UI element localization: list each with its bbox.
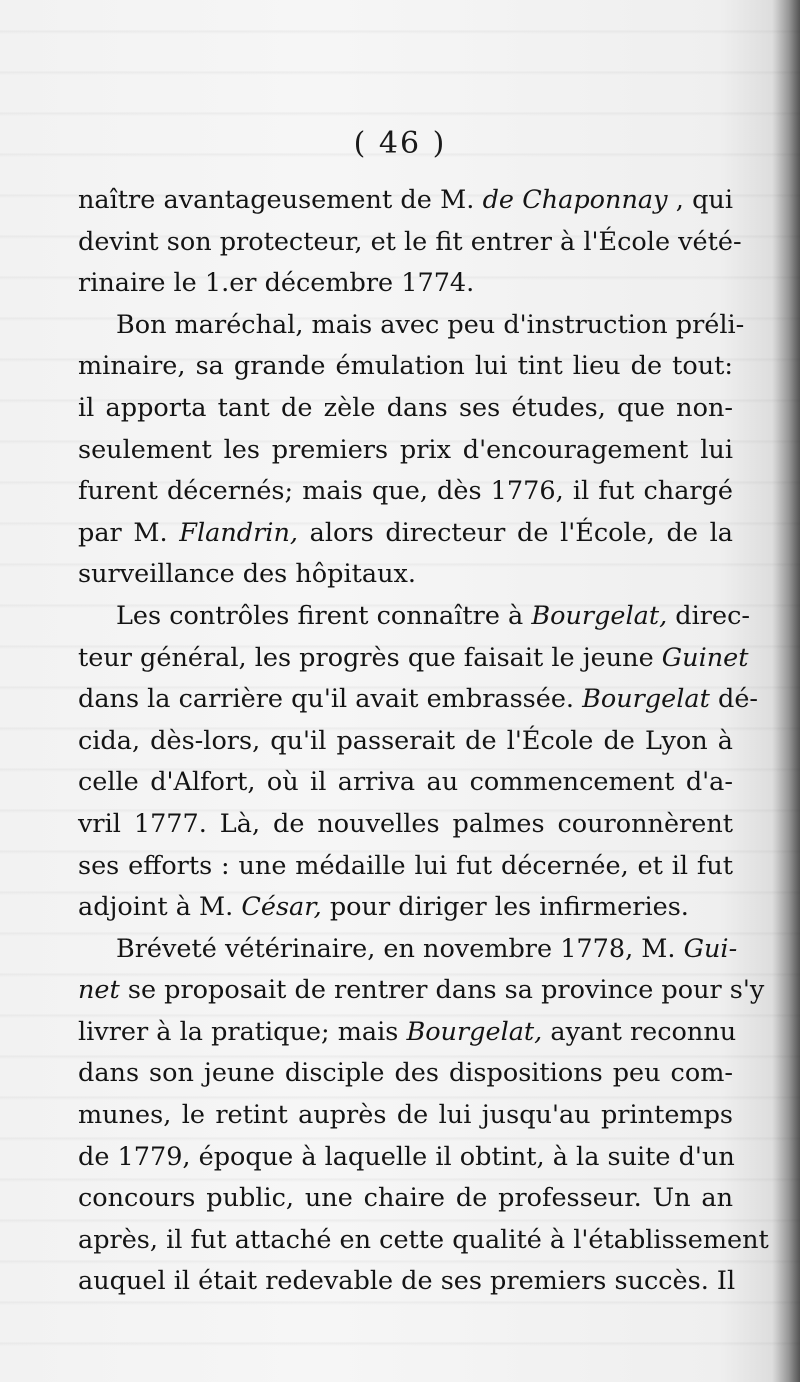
text-segment: ses efforts : une médaille lui fut décernée, et il fut (78, 850, 733, 881)
text-segment: Bon maréchal, mais avec peu d'instruction préli- (116, 309, 745, 340)
italic-name: de Chaponnay (482, 185, 668, 215)
italic-name: net (78, 975, 120, 1006)
text-line (78, 804, 733, 846)
text-line (78, 887, 733, 929)
text-segment: livrer à la pratique; mais (78, 1016, 407, 1047)
page-number: ( 46 ) (353, 126, 447, 161)
text-segment: rinaire le 1.er décembre 1774. (78, 268, 475, 299)
text-segment: par M. (78, 517, 180, 548)
body-text (78, 180, 769, 1303)
text-segment: devint son protecteur, et le fit entrer à l'École vété- (78, 226, 742, 257)
binding-shadow (772, 0, 800, 1382)
text-line (78, 929, 738, 971)
text-segment: surveillance des hôpitaux. (78, 559, 416, 590)
text-line (78, 596, 750, 638)
text-segment: Les contrôles firent connaître à (116, 600, 532, 631)
text-segment: vril 1777. Là, de nouvelles palmes couronnèrent (78, 808, 733, 839)
text-segment: il apporta tant de zèle dans ses études, que non- (78, 392, 733, 423)
text-line (78, 388, 733, 430)
italic-name: Bourgelat, (531, 600, 668, 631)
text-segment: furent décernés; mais que, dès 1776, il fut chargé (78, 476, 733, 507)
text-line (78, 846, 733, 888)
text-line (78, 1220, 769, 1262)
text-line (78, 721, 733, 763)
text-segment: naître avantageusement de M. (78, 185, 483, 215)
text-line (78, 430, 733, 472)
text-line (78, 346, 733, 388)
text-segment: , qui (667, 185, 733, 215)
text-segment: seulement les premiers prix d'encouragement lui (78, 434, 733, 465)
italic-name: César, (241, 892, 322, 923)
text-segment: adjoint à M. (78, 892, 242, 923)
text-line (78, 1053, 733, 1095)
text-segment: dans son jeune disciple des dispositions peu com- (78, 1058, 733, 1089)
text-line (78, 263, 733, 305)
text-segment: munes, le retint auprès de lui jusqu'au printemps (78, 1100, 733, 1131)
text-line (78, 513, 733, 555)
italic-name: Bourgelat (582, 684, 710, 715)
text-line (78, 305, 745, 347)
text-segment: ayant reconnu (542, 1016, 737, 1047)
text-segment: dé- (709, 684, 759, 715)
text-segment: se proposait de rentrer dans sa province pour s'y (119, 975, 765, 1006)
text-segment: pour diriger les infirmeries. (321, 892, 689, 923)
italic-name: Guinet (661, 642, 749, 673)
text-segment: teur général, les progrès que faisait le jeune (78, 642, 662, 673)
text-line (78, 1137, 733, 1179)
text-line (78, 1012, 737, 1054)
text-line (78, 762, 733, 804)
text-segment: dans la carrière qu'il avait embrassée. (78, 684, 583, 715)
text-line (78, 471, 733, 513)
text-line (78, 180, 733, 222)
text-segment: cida, dès-lors, qu'il passerait de l'École de Lyon à (78, 725, 733, 756)
text-line (78, 222, 742, 264)
text-segment: minaire, sa grande émulation lui tint lieu de tout: (78, 351, 733, 382)
text-segment: de 1779, époque à laquelle il obtint, à la suite d'un (78, 1141, 735, 1172)
italic-name: Gui- (683, 933, 738, 964)
text-line (78, 1178, 733, 1220)
text-segment: alors directeur de l'École, de la (297, 517, 733, 548)
text-line (78, 638, 749, 680)
text-line (78, 679, 759, 721)
text-segment: après, il fut attaché en cette qualité à l'établissement (78, 1224, 769, 1255)
text-line (78, 554, 733, 596)
text-segment: auquel il était redevable de ses premiers succès. Il (78, 1266, 736, 1297)
text-segment: direc- (667, 600, 750, 631)
text-segment: Bréveté vétérinaire, en novembre 1778, M. (116, 933, 684, 964)
text-line (78, 1261, 736, 1303)
text-line (78, 970, 765, 1012)
italic-name: Bourgelat, (406, 1016, 543, 1047)
text-line (78, 1095, 733, 1137)
italic-name: Flandrin, (179, 517, 298, 548)
text-segment: celle d'Alfort, où il arriva au commencement d'a- (78, 767, 733, 798)
text-segment: concours public, une chaire de professeur. Un an (78, 1183, 733, 1214)
